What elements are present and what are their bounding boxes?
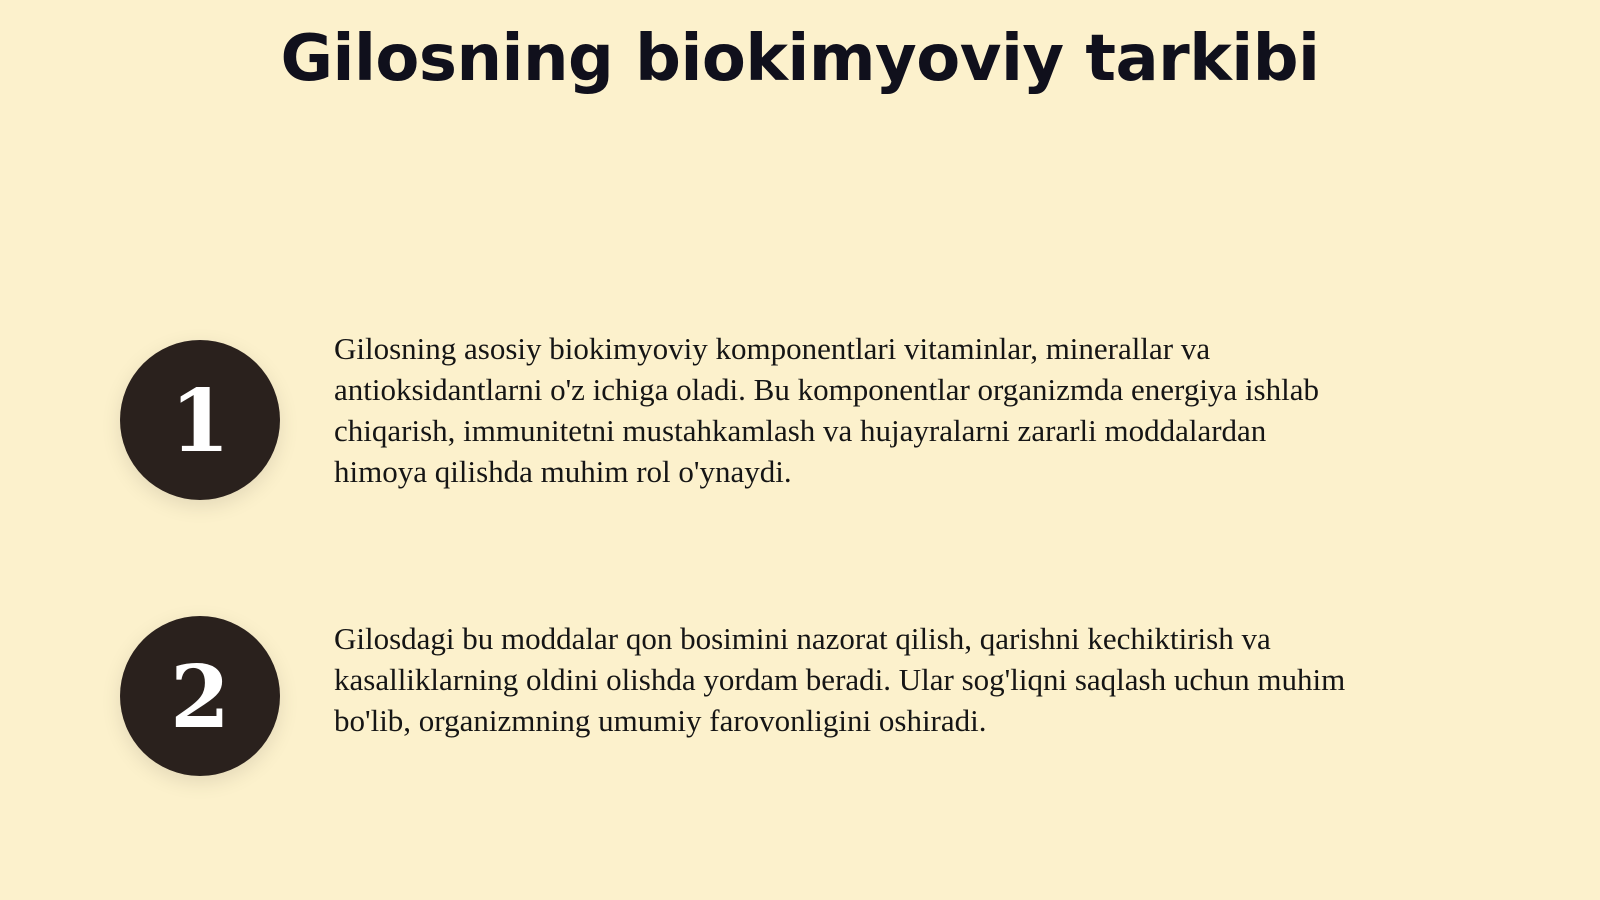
- item-text-2: Gilosdagi bu moddalar qon bosimini nazorat qilish, qarishni kechiktirish va kasalliklarning oldini olishda yordam beradi. Ular sog'liqni saqlash uchun muhim bo'lib, organizmning umumiy farovonligini oshiradi.: [334, 621, 1346, 738]
- number-badge-2: [120, 616, 280, 776]
- item-text-1: Gilosning asosiy biokimyoviy komponentlari vitaminlar, minerallar va antioksidantlarni o'z ichiga oladi. Bu komponentlar organizmda energiya ishlab chiqarish, immunitetni mustahkamlash va hujayralarni zararli moddalardan himoya qilishda muhim rol o'ynaydi.: [334, 331, 1319, 489]
- number-badge-label-2: 2: [170, 647, 230, 748]
- slide-title: Gilosning biokimyoviy tarkibi: [280, 22, 1320, 96]
- number-badge-1: [120, 340, 280, 500]
- number-badge-label-1: 1: [170, 371, 230, 472]
